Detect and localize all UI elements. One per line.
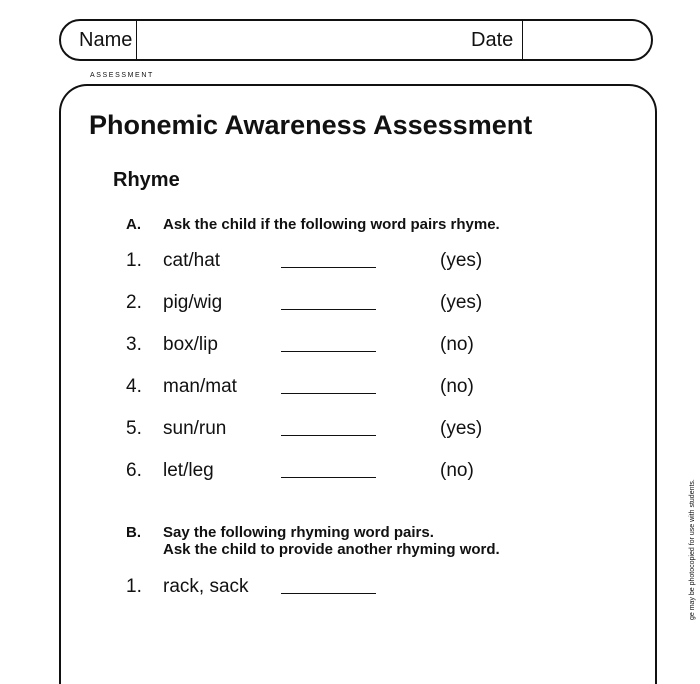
part-b-instruction-line1: Say the following rhyming word pairs. (163, 524, 434, 541)
expected-answer: (yes) (440, 292, 483, 313)
name-date-header (59, 19, 653, 61)
word-pair: man/mat (163, 376, 237, 397)
expected-answer: (no) (440, 376, 474, 397)
part-a-letter: A. (126, 216, 141, 233)
side-note-text: ge may be photocopied for use with students. (689, 479, 696, 620)
expected-answer: (yes) (440, 250, 483, 271)
name-label: Name (79, 29, 133, 51)
answer-blank[interactable] (281, 477, 376, 478)
name-divider (136, 21, 137, 59)
word-pair: box/lip (163, 334, 218, 355)
word-pair: cat/hat (163, 250, 221, 271)
word-pair: pig/wig (163, 292, 223, 313)
word-pair: sun/run (163, 418, 227, 439)
answer-blank[interactable] (281, 351, 376, 352)
item-number: 2. (126, 292, 142, 313)
item-number: 1. (126, 576, 142, 597)
word-pair: let/leg (163, 460, 214, 481)
item-number: 5. (126, 418, 142, 439)
part-a-instruction (126, 216, 500, 233)
date-label: Date (471, 29, 514, 51)
word-pair: rack, sack (163, 576, 249, 597)
section-subtitle: Rhyme (113, 169, 180, 191)
expected-answer: (yes) (440, 418, 483, 439)
answer-blank[interactable] (281, 309, 376, 310)
answer-blank[interactable] (281, 267, 376, 268)
page-title: Phonemic Awareness Assessment (89, 110, 533, 140)
answer-blank[interactable] (281, 593, 376, 594)
copyright-side-note (687, 420, 697, 620)
part-a-instruction-text: Ask the child if the following word pairs rhyme. (163, 216, 500, 233)
answer-blank[interactable] (281, 393, 376, 394)
item-number: 6. (126, 460, 142, 481)
section-tag: ASSESSMENT (90, 72, 154, 79)
answer-blank[interactable] (281, 435, 376, 436)
part-b-instruction (126, 524, 500, 558)
date-divider (522, 21, 523, 59)
part-b-instruction-line2: Ask the child to provide another rhyming word. (163, 541, 500, 558)
expected-answer: (no) (440, 460, 474, 481)
item-number: 1. (126, 250, 142, 271)
expected-answer: (no) (440, 334, 474, 355)
part-b-letter: B. (126, 524, 141, 541)
item-number: 3. (126, 334, 142, 355)
item-number: 4. (126, 376, 142, 397)
